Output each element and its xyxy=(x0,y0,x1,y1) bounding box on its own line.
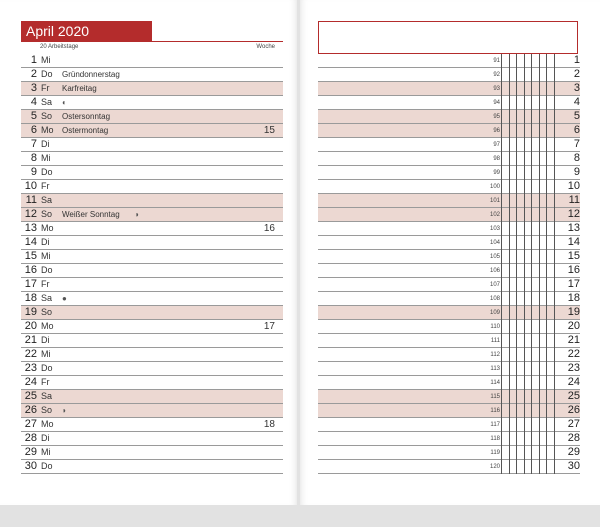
moon-phase-icon: ● xyxy=(62,294,67,303)
grid-line xyxy=(531,54,532,474)
day-number-right: 2 xyxy=(573,68,580,80)
day-of-year: 104 xyxy=(489,240,500,246)
day-number: 12 xyxy=(24,208,37,220)
day-number: 22 xyxy=(24,348,37,360)
day-row[interactable] xyxy=(21,82,283,96)
day-of-year: 111 xyxy=(490,338,500,344)
day-number-right: 4 xyxy=(573,96,580,108)
day-number: 15 xyxy=(24,250,37,262)
day-of-year: 118 xyxy=(490,436,500,442)
day-number: 30 xyxy=(24,460,37,472)
day-of-year: 101 xyxy=(489,198,500,204)
day-row[interactable] xyxy=(21,418,283,432)
weekday: Sa xyxy=(41,391,53,401)
day-of-year: 97 xyxy=(493,142,500,148)
day-row[interactable] xyxy=(21,264,283,278)
day-number: 2 xyxy=(30,68,37,80)
weekday: Di xyxy=(41,139,50,149)
day-number: 11 xyxy=(25,194,37,206)
day-row[interactable] xyxy=(21,152,283,166)
day-number-right: 26 xyxy=(567,404,580,416)
day-number: 27 xyxy=(24,418,37,430)
day-number: 6 xyxy=(30,124,37,136)
weekday: Mo xyxy=(41,419,54,429)
day-row[interactable] xyxy=(21,376,283,390)
day-number-right: 9 xyxy=(573,166,580,178)
day-row[interactable] xyxy=(21,320,283,334)
day-of-year: 93 xyxy=(493,86,500,92)
weekday: Di xyxy=(41,433,50,443)
day-number-right: 27 xyxy=(567,418,580,430)
day-number: 8 xyxy=(30,152,37,164)
day-number: 9 xyxy=(30,166,37,178)
day-of-year: 120 xyxy=(489,464,500,470)
day-of-year: 100 xyxy=(489,184,500,190)
weekday: So xyxy=(41,307,53,317)
grid-line xyxy=(546,54,547,474)
day-number: 23 xyxy=(24,362,37,374)
left-page xyxy=(0,0,297,505)
day-number-right: 21 xyxy=(567,334,580,346)
day-of-year: 94 xyxy=(493,100,500,106)
day-of-year: 114 xyxy=(490,380,500,386)
weekday: Fr xyxy=(41,181,50,191)
day-row[interactable] xyxy=(21,96,283,110)
holiday-label: Weißer Sonntag xyxy=(62,210,120,219)
day-row[interactable] xyxy=(21,236,283,250)
day-of-year: 109 xyxy=(489,310,500,316)
day-number-right: 24 xyxy=(567,376,580,388)
day-number-right: 14 xyxy=(567,236,580,248)
day-number-right: 16 xyxy=(567,264,580,276)
day-number: 19 xyxy=(24,306,37,318)
weekday: Sa xyxy=(41,97,53,107)
day-number-right: 30 xyxy=(567,460,580,472)
grid-line xyxy=(501,54,502,474)
day-of-year: 98 xyxy=(493,156,500,162)
day-of-year: 96 xyxy=(493,128,500,134)
day-number: 17 xyxy=(24,278,37,290)
weekday: Mo xyxy=(41,125,54,135)
weekday: Mi xyxy=(41,447,51,457)
day-row[interactable] xyxy=(21,404,283,418)
day-row[interactable] xyxy=(21,166,283,180)
weekday: Do xyxy=(41,265,53,275)
weekday: Fr xyxy=(41,279,50,289)
moon-phase-icon: ◐ xyxy=(62,98,67,107)
day-of-year: 99 xyxy=(493,170,500,176)
workdays-label: 20 Arbeitstage xyxy=(40,44,79,50)
day-number: 5 xyxy=(30,110,37,122)
weekday: Mi xyxy=(41,55,51,65)
weekday: Do xyxy=(41,167,53,177)
day-number-right: 13 xyxy=(567,222,580,234)
day-of-year: 102 xyxy=(489,212,500,218)
day-row[interactable] xyxy=(21,348,283,362)
day-number-right: 22 xyxy=(567,348,580,360)
day-of-year: 117 xyxy=(490,422,500,428)
holiday-label: Gründonnerstag xyxy=(62,70,120,79)
weekday: Do xyxy=(41,69,53,79)
week-column-label: Woche xyxy=(256,44,275,50)
week-number: 18 xyxy=(263,419,275,430)
weekday: So xyxy=(41,405,53,415)
day-row[interactable] xyxy=(21,390,283,404)
day-row[interactable] xyxy=(21,362,283,376)
day-row[interactable] xyxy=(21,292,283,306)
weekday: Mo xyxy=(41,223,54,233)
notes-box[interactable] xyxy=(318,21,578,54)
weekday: So xyxy=(41,111,53,121)
day-of-year: 110 xyxy=(490,324,500,330)
weekday: Sa xyxy=(41,195,53,205)
grid-line xyxy=(509,54,510,474)
moon-phase-icon: ◑ xyxy=(134,210,139,219)
day-number: 4 xyxy=(30,96,37,108)
day-of-year: 91 xyxy=(493,58,500,64)
day-row[interactable] xyxy=(21,68,283,82)
weekday: Mo xyxy=(41,321,54,331)
day-number-right: 11 xyxy=(568,194,580,206)
weekday: Mi xyxy=(41,251,51,261)
weekday: Do xyxy=(41,363,53,373)
day-number-right: 19 xyxy=(567,306,580,318)
grid-line xyxy=(516,54,517,474)
day-row[interactable] xyxy=(21,446,283,460)
weekday: Do xyxy=(41,461,53,471)
day-number-right: 28 xyxy=(567,432,580,444)
day-number-right: 17 xyxy=(567,278,580,290)
day-of-year: 105 xyxy=(489,254,500,260)
weekday: So xyxy=(41,209,53,219)
day-of-year: 108 xyxy=(489,296,500,302)
grid-line xyxy=(539,54,540,474)
grid-line xyxy=(554,54,555,474)
day-number-right: 25 xyxy=(567,390,580,402)
holiday-label: Ostermontag xyxy=(62,126,109,135)
day-number: 13 xyxy=(24,222,37,234)
weekday: Mi xyxy=(41,153,51,163)
day-of-year: 113 xyxy=(490,366,500,372)
week-number: 16 xyxy=(263,223,275,234)
day-of-year: 103 xyxy=(489,226,500,232)
day-number: 26 xyxy=(24,404,37,416)
day-of-year: 115 xyxy=(490,394,500,400)
week-number: 15 xyxy=(263,125,275,136)
day-number: 29 xyxy=(24,446,37,458)
day-number: 24 xyxy=(24,376,37,388)
weekday: Fr xyxy=(41,83,50,93)
day-of-year: 95 xyxy=(493,114,500,120)
week-number: 17 xyxy=(263,321,275,332)
day-of-year: 119 xyxy=(490,450,500,456)
day-row[interactable] xyxy=(21,54,283,68)
weekday: Di xyxy=(41,237,50,247)
day-number-right: 29 xyxy=(567,446,580,458)
day-row[interactable] xyxy=(21,306,283,320)
day-number: 28 xyxy=(24,432,37,444)
day-number: 14 xyxy=(24,236,37,248)
day-list xyxy=(21,54,283,474)
checkbox-grid xyxy=(501,54,557,474)
day-number-right: 8 xyxy=(573,152,580,164)
day-row[interactable] xyxy=(21,208,283,222)
day-row[interactable] xyxy=(21,250,283,264)
weekday: Mi xyxy=(41,349,51,359)
day-of-year: 92 xyxy=(493,72,500,78)
day-number-right: 20 xyxy=(567,320,580,332)
grid-line xyxy=(524,54,525,474)
day-of-year: 112 xyxy=(490,352,500,358)
day-row[interactable] xyxy=(21,222,283,236)
day-row[interactable] xyxy=(21,334,283,348)
day-number: 3 xyxy=(30,82,37,94)
right-page xyxy=(300,0,600,505)
day-number: 18 xyxy=(24,292,37,304)
day-of-year: 106 xyxy=(489,268,500,274)
day-number-right: 5 xyxy=(573,110,580,122)
day-row[interactable] xyxy=(21,194,283,208)
day-row[interactable] xyxy=(21,432,283,446)
day-row[interactable] xyxy=(21,124,283,138)
weekday: Fr xyxy=(41,377,50,387)
day-number-right: 10 xyxy=(567,180,580,192)
day-row[interactable] xyxy=(21,180,283,194)
day-number: 20 xyxy=(24,320,37,332)
weekday: Di xyxy=(41,335,50,345)
moon-phase-icon: ◗ xyxy=(62,406,67,415)
holiday-label: Karfreitag xyxy=(62,84,97,93)
day-number: 25 xyxy=(24,390,37,402)
day-of-year: 116 xyxy=(490,408,500,414)
day-number-right: 6 xyxy=(573,124,580,136)
day-number-right: 23 xyxy=(567,362,580,374)
day-row[interactable] xyxy=(21,138,283,152)
month-title: April 2020 xyxy=(21,21,152,41)
holiday-label: Ostersonntag xyxy=(62,112,111,121)
day-row[interactable] xyxy=(21,110,283,124)
day-number-right: 15 xyxy=(567,250,580,262)
day-number: 1 xyxy=(30,54,37,66)
day-row[interactable] xyxy=(21,460,283,474)
day-number-right: 1 xyxy=(573,54,580,66)
header-rule xyxy=(21,41,283,42)
day-number-right: 18 xyxy=(567,292,580,304)
day-number: 7 xyxy=(30,138,37,150)
day-number-right: 7 xyxy=(573,138,580,150)
day-row[interactable] xyxy=(21,278,283,292)
day-of-year: 107 xyxy=(489,282,500,288)
day-number: 21 xyxy=(24,334,37,346)
day-number-right: 12 xyxy=(567,208,580,220)
weekday: Sa xyxy=(41,293,53,303)
day-number-right: 3 xyxy=(573,82,580,94)
day-number: 10 xyxy=(24,180,37,192)
day-number: 16 xyxy=(24,264,37,276)
